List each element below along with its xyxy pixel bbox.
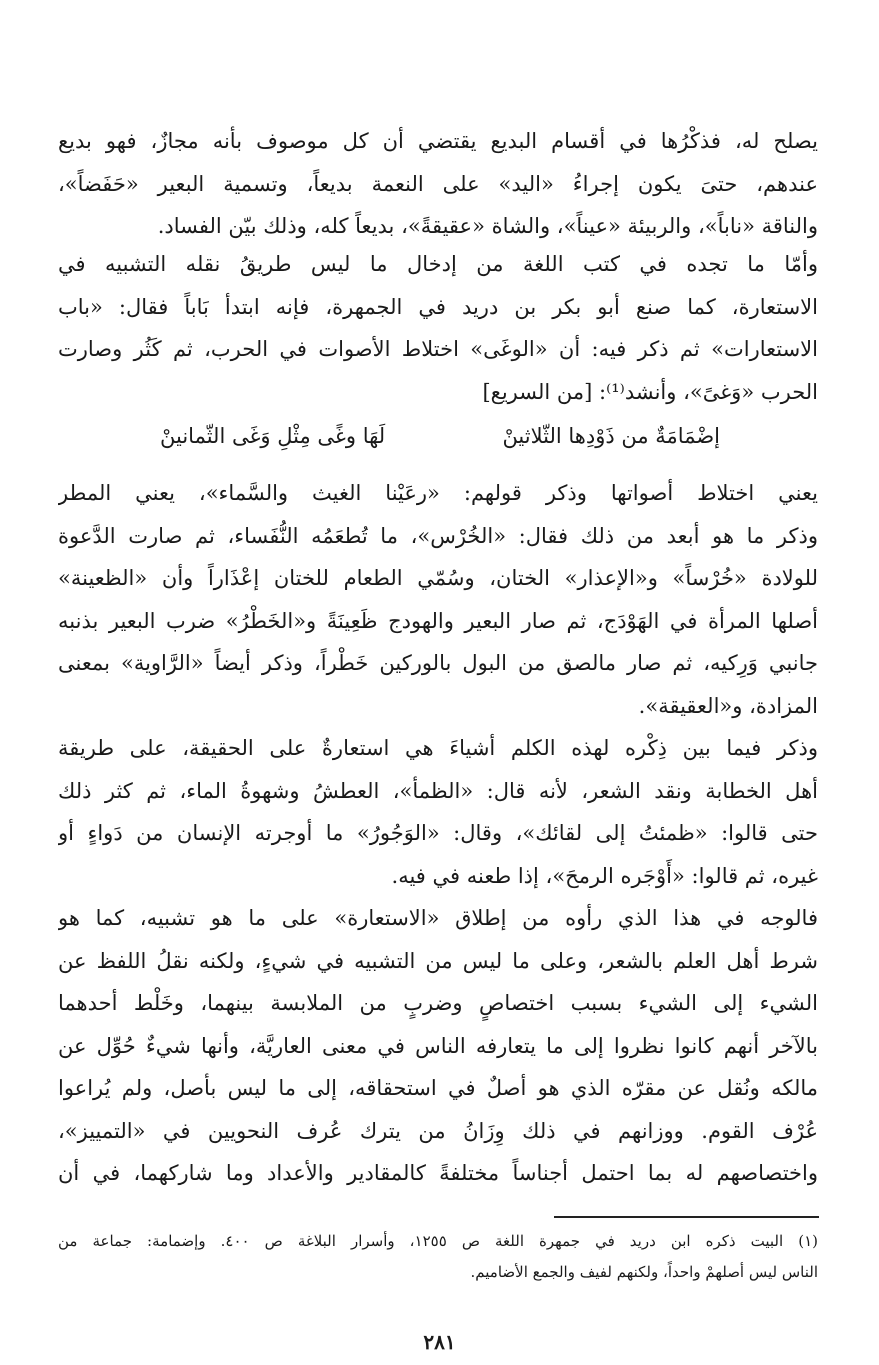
text-line: وذكر فيما بين ذِكْره لهذه الكلم أشياءَ هي استعارةٌ على الحقيقة، على طريقة [58, 736, 818, 760]
text-line: عندهم، حتىَ يكون إجراءُ «اليد» على النعمة بديعاً، وتسمية البعير «حَفَضاً»، [58, 171, 818, 196]
verse-first-hemistich: إضْمَامَةٌ من ذَوْدِها الثّلاثينْ [502, 424, 720, 448]
text-line: الحرب «وَغىً»، وأنشد⁽¹⁾: [من السريع] [482, 379, 818, 404]
paragraph-2 [58, 243, 818, 413]
text-line: فالوجه في هذا الذي رأوه من إطلاق «الاستعارة» على ما هو تشبيه، كما هو [58, 906, 818, 930]
paragraph-1 [58, 120, 818, 248]
paragraph-5 [58, 897, 818, 1195]
verse-second-hemistich: لَهَا وغًى مِثْلِ وَغَى الثّمانينْ [160, 424, 386, 448]
text-line: للولادة «خُرْساً» و«الإعذار» الختان، وسُمّي الطعام للختان إعْذَاراً وأن «الظعينة» [58, 566, 818, 590]
text-line: يعني اختلاط أصواتها وذكر قولهم: «رعَيْنا الغيث والسَّماء»، يعني المطر [58, 481, 818, 505]
text-line: الاستعارة، كما صنع أبو بكر بن دريد في الجمهرة، فإنه ابتدأ بَاباً فقال: «باب [58, 294, 818, 319]
text-line: الشيء إلى الشيء بسبب اختصاصٍ وضربٍ من الملابسة بينهما، وخَلْط أحدهما [58, 991, 818, 1015]
footnote-line: (١) البيت ذكره ابن دريد في جمهرة اللغة ص ١٢٥٥، وأسرار البلاغة ص ٤٠٠. وإضمامة: جماعة من [58, 1232, 818, 1250]
paragraph-3 [58, 472, 818, 727]
text-line: حتى قالوا: «ظمئتُ إلى لقائك»، وقال: «الوَجُورُ» ما أوجرته الإنسان من دَواءٍ أو [58, 821, 818, 845]
page-number: ٢٨١ [423, 1330, 456, 1354]
poetry-verse [160, 414, 720, 458]
paragraph-4 [58, 727, 818, 897]
text-line: المزادة، و«العقيقة». [638, 693, 818, 718]
text-line: أصلها المرأة في الهَوْدَج، ثم صار البعير والهودج ظَعِينَةً و«الخَطْرُ» ضرب البعير بذنبه [58, 608, 818, 633]
text-line: أهل الخطابة ونقد الشعر، لأنه قال: «الظمأ»، العطشُ وشهوةُ الماء، ثم كثر ذلك [58, 778, 818, 803]
text-line: شرط أهل العلم بالشعر، وعلى ما ليس من التشبيه في شيءٍ، ولكنه نقلُ اللفظ عن [58, 948, 818, 973]
text-line: والناقة «ناباً»، والربيئة «عيناً»، والشاة «عقيقةً»، بديعاً كله، وذلك بيّن الفساد. [157, 214, 818, 238]
text-line: مالكه ونُقل عن مقرّه الذي هو أصلٌ في استحقاقه، إلى ما ليس بأصل، ولم يُراعوا [58, 1076, 818, 1100]
text-line: عُرْف القوم. ووزانهم في ذلك وِزَانُ من يترك عُرف النحويين في «التمييز»، [58, 1118, 818, 1143]
text-line: بالآخر أنهم كانوا نظروا إلى ما يتعارفه الناس في معنى العاريَّة، وأنها شيءٌ حُوِّل عن [58, 1033, 818, 1058]
text-line: وذكر ما هو أبعد من ذلك فقال: «الخُرْس»، ما تُطعَمُه النُّفَساء، ثم صارت الدَّعوة [58, 523, 818, 548]
footnote-line: الناس ليس أصلهمْ واحداً، ولكنهم لفيف والجمع الأضاميم. [470, 1263, 818, 1281]
footnote-divider [554, 1216, 819, 1218]
text-line: وأمّا ما تجده في كتب اللغة من إدخال ما ليس طريقُ نقله التشبيه في [58, 252, 818, 276]
text-line: غيره، ثم قالوا: «أَوْجَره الرمحَ»، إذا طعنه في فيه. [391, 863, 818, 888]
text-line: واختصاصهم له بما احتمل أجناساً مختلفةً كالمقادير والأعداد وما شاركهما، في أن [58, 1161, 818, 1185]
text-line: الاستعارات» ثم ذكر فيه: أن «الوغَى» اختلاط الأصوات في الحرب، ثم كَثُر وصارت [58, 337, 818, 361]
footnote [58, 1226, 818, 1288]
text-line: جانبي وَرِكيه، ثم صار مالصق من البول بالوركين خَطْراً، وذكر أيضاً «الرَّاوية» بمعنى [58, 651, 818, 675]
text-line: يصلح له، فذكْرُها في أقسام البديع يقتضي أن كل موصوف بأنه مجازٌ، فهو بديع [58, 129, 818, 153]
